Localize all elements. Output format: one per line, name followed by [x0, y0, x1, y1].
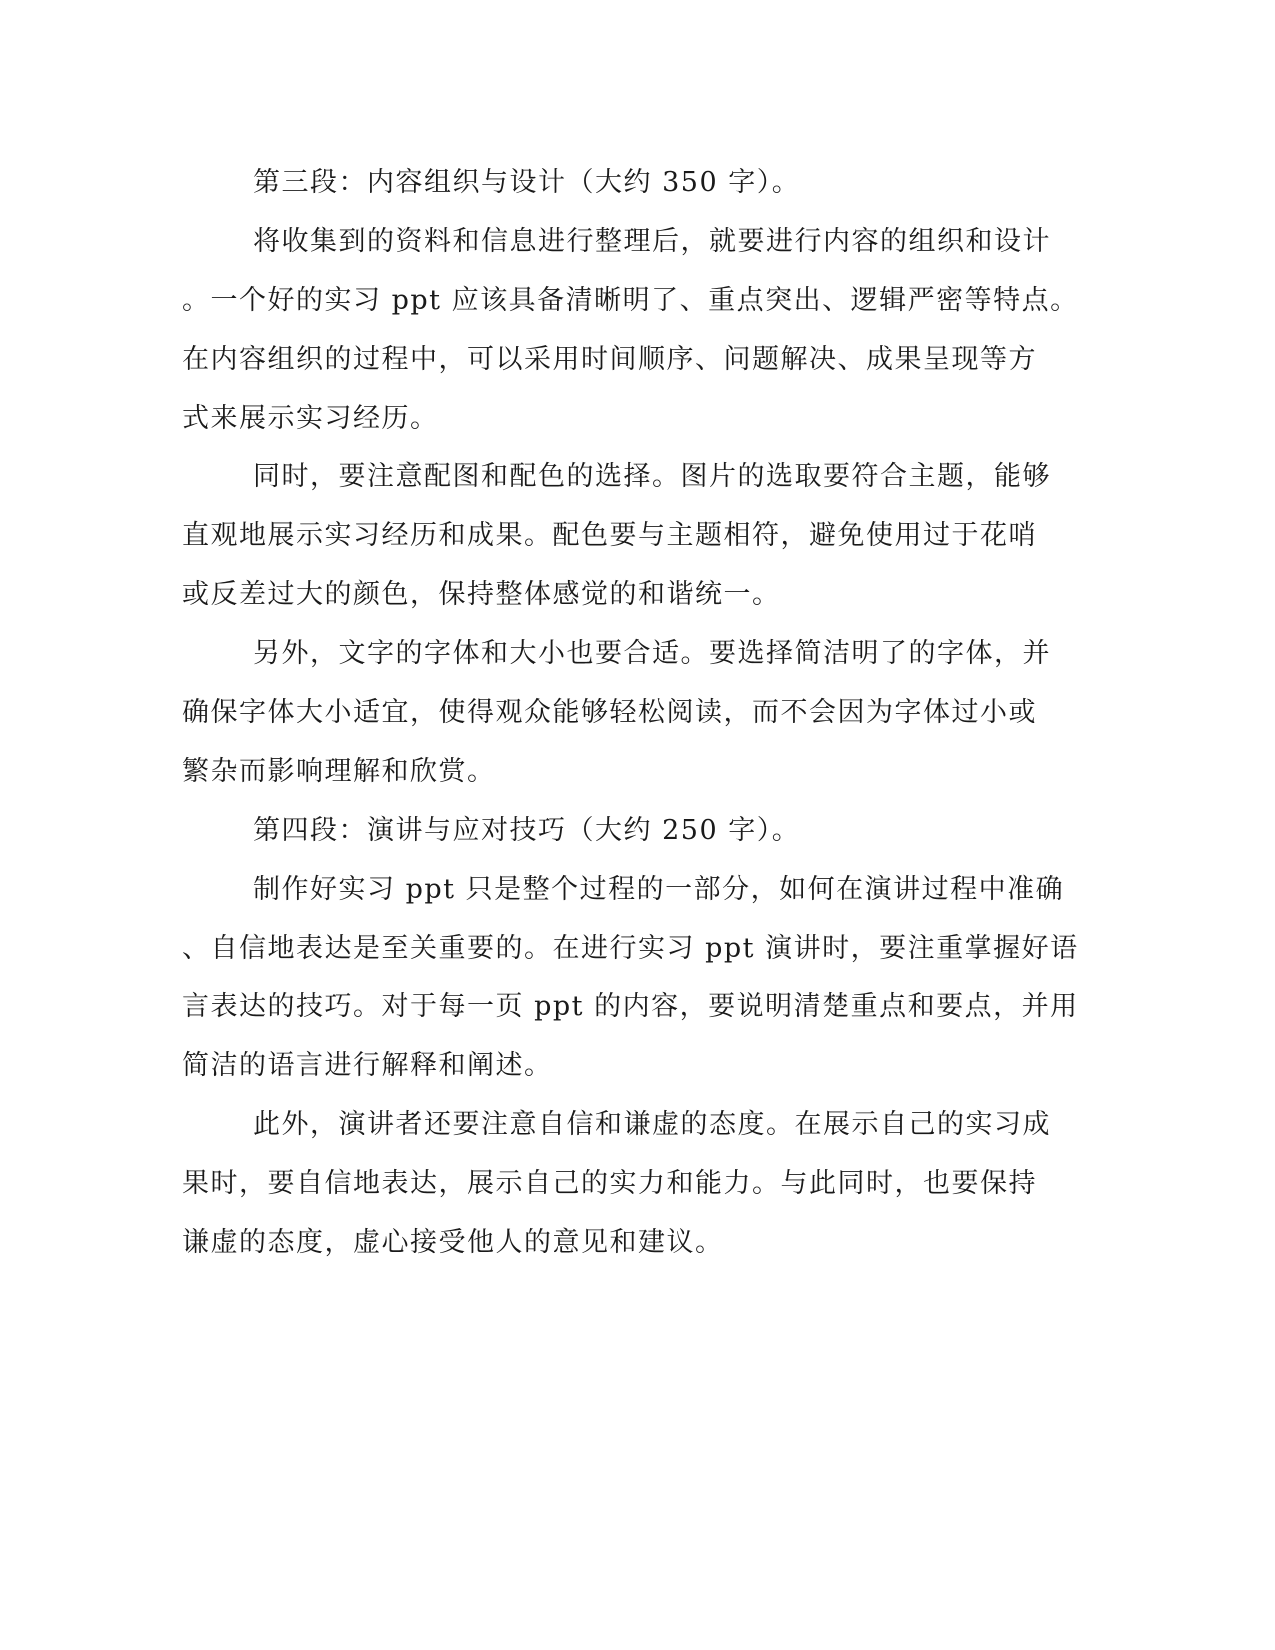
paragraph-line: 。一个好的实习 ppt 应该具备清晰明了、重点突出、逻辑严密等特点。: [182, 284, 1079, 316]
paragraph-line: 直观地展示实习经历和成果。配色要与主题相符，避免使用过于花哨: [182, 520, 1037, 552]
paragraph-line: 此外，演讲者还要注意自信和谦虚的态度。在展示自己的实习成: [253, 1109, 1051, 1141]
paragraph-line: 果时，要自信地表达，展示自己的实力和能力。与此同时，也要保持: [182, 1168, 1037, 1200]
paragraph-line: 、自信地表达是至关重要的。在进行实习 ppt 演讲时，要注重掌握好语: [182, 932, 1079, 964]
paragraph-line: 另外，文字的字体和大小也要合适。要选择简洁明了的字体，并: [253, 638, 1051, 670]
paragraph-line: 言表达的技巧。对于每一页 ppt 的内容，要说明清楚重点和要点，并用: [182, 991, 1079, 1023]
section-heading-3: 第三段：内容组织与设计（大约 350 字）。: [253, 167, 801, 198]
paragraph-line: 或反差过大的颜色，保持整体感觉的和谐统一。: [182, 579, 781, 611]
paragraph-line: 谦虚的态度，虚心接受他人的意见和建议。: [182, 1227, 724, 1259]
paragraph-line: 式来展示实习经历。: [182, 402, 439, 434]
paragraph-line: 将收集到的资料和信息进行整理后，就要进行内容的组织和设计: [253, 225, 1051, 257]
paragraph-line: 确保字体大小适宜，使得观众能够轻松阅读，而不会因为字体过小或: [182, 697, 1037, 729]
paragraph-line: 繁杂而影响理解和欣赏。: [182, 755, 496, 787]
section-heading-4: 第四段：演讲与应对技巧（大约 250 字）。: [253, 814, 801, 846]
paragraph-line: 制作好实习 ppt 只是整个过程的一部分，如何在演讲过程中准确: [253, 873, 1065, 905]
paragraph-line: 同时，要注意配图和配色的选择。图片的选取要符合主题，能够: [253, 461, 1051, 493]
paragraph-line: 简洁的语言进行解释和阐述。: [182, 1050, 553, 1082]
body-text: [182, 154, 1079, 1273]
paragraph-line: 在内容组织的过程中，可以采用时间顺序、问题解决、成果呈现等方: [182, 343, 1037, 375]
